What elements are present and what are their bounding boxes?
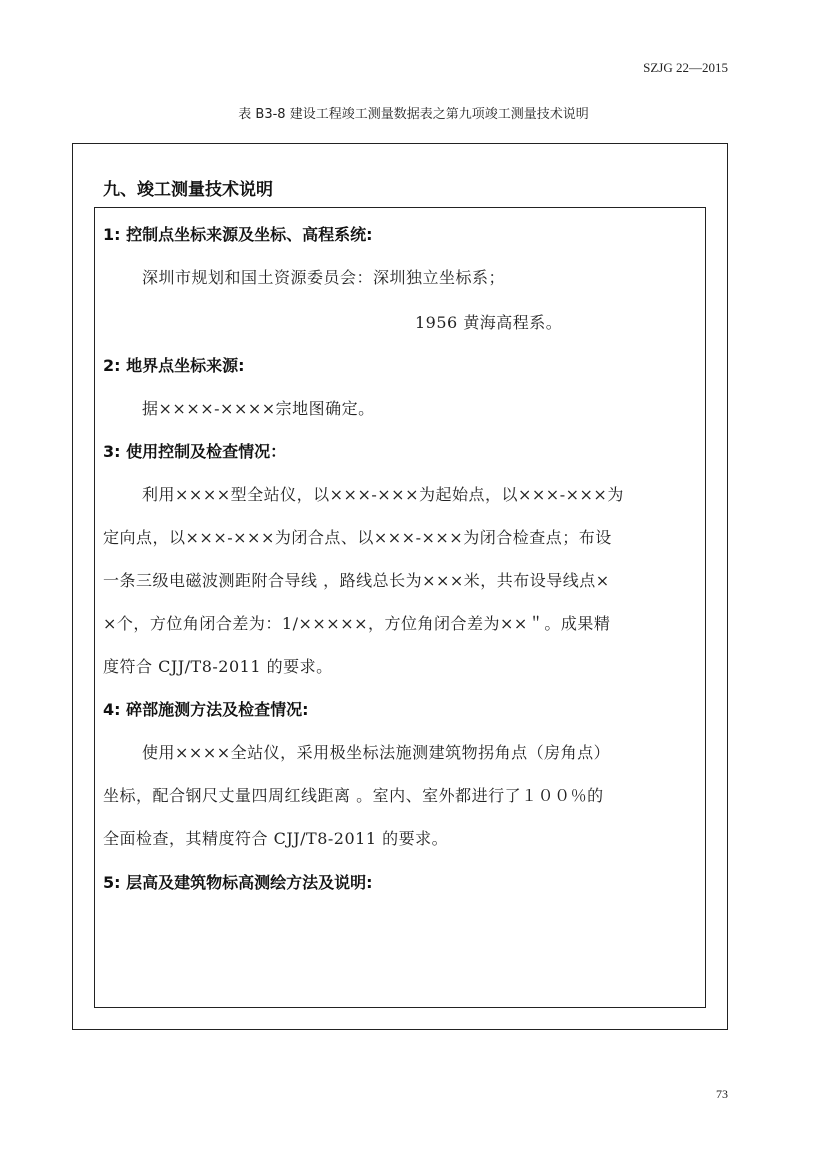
item-3-line-1: 利用××××型全站仪，以×××-×××为起始点，以×××-×××为: [142, 485, 624, 504]
item-3-line-3: 一条三级电磁波测距附合导线 ，路线总长为×××米，共布设导线点×: [103, 571, 610, 590]
item-3-heading: 3: 使用控制及检查情况：: [103, 442, 287, 461]
item-3-line-2: 定向点，以×××-×××为闭合点、以×××-×××为闭合检查点；布设: [103, 528, 612, 547]
item-3-line-5: 度符合 CJJ/T8-2011 的要求。: [103, 657, 333, 676]
item-5-heading: 5: 层高及建筑物标高测绘方法及说明:: [103, 873, 373, 892]
table-title: 表 B3-8 建设工程竣工测量数据表之第九项竣工测量技术说明: [238, 107, 589, 122]
standard-code: SZJG 22—2015: [643, 60, 728, 75]
item-1-line-2: 1956 黄海高程系。: [415, 313, 563, 332]
item-2-line-1: 据××××-××××宗地图确定。: [142, 399, 375, 418]
item-3-line-4: ×个，方位角闭合差为：1/×××××，方位角闭合差为××＂。成果精: [103, 614, 611, 633]
page-number: 73: [716, 1087, 728, 1101]
item-1-heading: 1: 控制点坐标来源及坐标、高程系统:: [103, 225, 373, 244]
item-4-line-2: 坐标，配合钢尺丈量四周红线距离 。室内、室外都进行了１００％的: [103, 786, 604, 805]
item-4-line-3: 全面检查，其精度符合 CJJ/T8-2011 的要求。: [103, 829, 449, 848]
item-4-heading: 4: 碎部施测方法及检查情况:: [103, 700, 309, 719]
section-heading: 九、竣工测量技术说明: [103, 180, 273, 200]
item-2-heading: 2: 地界点坐标来源:: [103, 356, 245, 375]
item-4-line-1: 使用××××全站仪，采用极坐标法施测建筑物拐角点（房角点）: [142, 743, 611, 762]
item-1-line-1: 深圳市规划和国土资源委员会：深圳独立坐标系；: [142, 268, 506, 287]
